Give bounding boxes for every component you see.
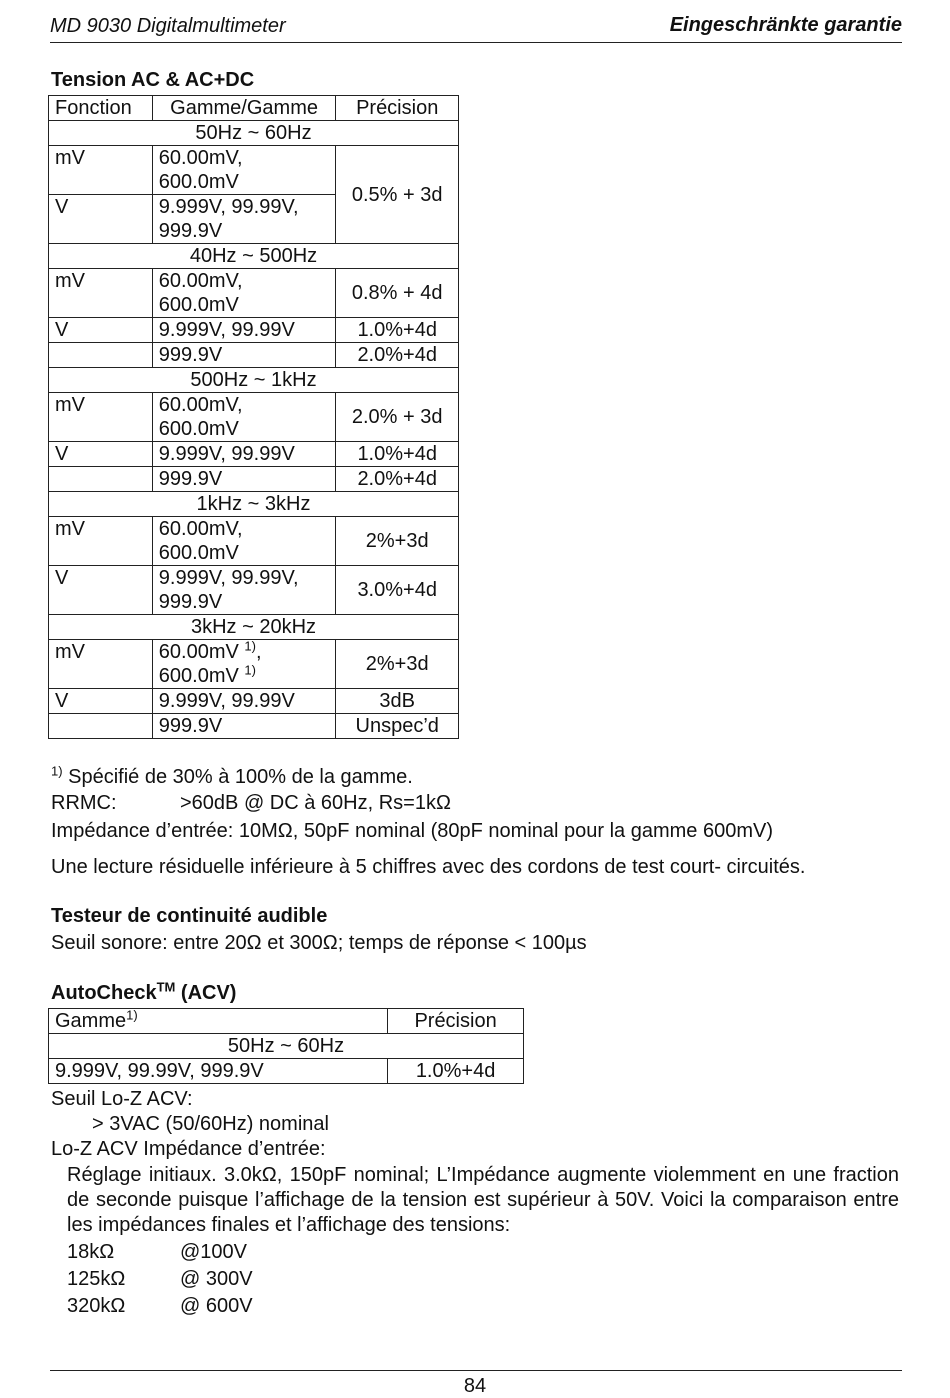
range-cell: 60.00mV, 600.0mV bbox=[152, 269, 336, 318]
range-cell: 9.999V, 99.99V, 999.9V bbox=[152, 566, 336, 615]
function-cell: V bbox=[49, 566, 153, 615]
loz-impedance-label: Lo-Z ACV Impédance d’entrée: bbox=[51, 1138, 326, 1160]
page-header bbox=[50, 12, 902, 43]
frequency-band: 1kHz ~ 3kHz bbox=[49, 492, 459, 517]
impedance-value: 125kΩ bbox=[67, 1268, 126, 1290]
accuracy-cell: 2%+3d bbox=[336, 517, 459, 566]
table-row bbox=[49, 467, 459, 492]
table-row bbox=[49, 393, 459, 442]
voltage-value: @ 600V bbox=[180, 1295, 253, 1317]
footer-rule bbox=[50, 1370, 902, 1371]
tension-spec-table bbox=[48, 95, 459, 739]
table-row bbox=[49, 689, 459, 714]
accuracy-cell: Unspec’d bbox=[336, 714, 459, 739]
function-cell: mV bbox=[49, 393, 153, 442]
table-row bbox=[49, 566, 459, 615]
function-cell: mV bbox=[49, 640, 153, 689]
function-cell: V bbox=[49, 195, 153, 244]
header-section-title: Eingeschränkte garantie bbox=[669, 14, 902, 36]
function-cell bbox=[49, 467, 153, 492]
input-impedance: Impédance d’entrée: 10MΩ, 50pF nominal (80pF nominal pour la gamme 600mV) bbox=[51, 820, 773, 842]
accuracy-cell: 1.0%+4d bbox=[388, 1059, 524, 1084]
header-cell: Fonction bbox=[49, 96, 153, 121]
table-row bbox=[49, 318, 459, 343]
frequency-band: 50Hz ~ 60Hz bbox=[49, 121, 459, 146]
tension-title: Tension AC & AC+DC bbox=[51, 69, 255, 91]
header-cell: Précision bbox=[388, 1009, 524, 1034]
table-row bbox=[49, 146, 459, 195]
accuracy-cell: 2.0% + 3d bbox=[336, 393, 459, 442]
footnote: $^{1)}$ Spécifié de 30% à 100% de la gamme. bbox=[51, 763, 413, 788]
function-cell bbox=[49, 714, 153, 739]
accuracy-cell: 2.0%+4d bbox=[336, 343, 459, 368]
header-manual-title: MD 9030 Digitalmultimeter bbox=[50, 15, 286, 37]
function-cell: mV bbox=[49, 517, 153, 566]
header-cell: Gamme$^{1)}$ bbox=[49, 1009, 388, 1034]
rrmc-label: RRMC: bbox=[51, 792, 117, 814]
header-cell: Gamme/Gamme bbox=[152, 96, 336, 121]
range-cell: 999.9V bbox=[152, 714, 336, 739]
table-row bbox=[49, 442, 459, 467]
loz-impedance-paragraph: Réglage initiaux. 3.0kΩ, 150pF nominal; L’Impédance augmente violemment en une fraction de seconde puisque l’affichage de la tension est supérieur à 50V. Voici la comparaison entre les impédances finales et l’affichage des tensions: bbox=[67, 1164, 899, 1236]
table-row bbox=[49, 1059, 524, 1084]
range-cell: 60.00mV, 600.0mV bbox=[152, 146, 336, 195]
function-cell: mV bbox=[49, 146, 153, 195]
page-number: 84 bbox=[463, 1375, 487, 1397]
range-cell: 999.9V bbox=[152, 467, 336, 492]
continuity-text: Seuil sonore: entre 20Ω et 300Ω; temps de réponse < 100µs bbox=[51, 932, 587, 954]
range-cell: 60.00mV $^{1)}$, 600.0mV $^{1)}$ bbox=[152, 640, 336, 689]
range-cell: 9.999V, 99.99V, 999.9V bbox=[49, 1059, 388, 1084]
voltage-value: @100V bbox=[180, 1241, 248, 1263]
table-row bbox=[49, 517, 459, 566]
accuracy-cell: 2%+3d bbox=[336, 640, 459, 689]
table-row bbox=[49, 96, 459, 121]
range-cell: 9.999V, 99.99V bbox=[152, 318, 336, 343]
autocheck-title: AutoCheck™ (ACV) bbox=[51, 979, 237, 1004]
rrmc-value: >60dB @ DC à 60Hz, Rs=1kΩ bbox=[180, 792, 451, 814]
range-cell: 60.00mV, 600.0mV bbox=[152, 517, 336, 566]
range-cell: 9.999V, 99.99V, 999.9V bbox=[152, 195, 336, 244]
table-row bbox=[49, 343, 459, 368]
accuracy-cell: 0.8% + 4d bbox=[336, 269, 459, 318]
table-row bbox=[49, 1009, 524, 1034]
table-row bbox=[49, 269, 459, 318]
frequency-band: 50Hz ~ 60Hz bbox=[49, 1034, 524, 1059]
accuracy-cell: 3dB bbox=[336, 689, 459, 714]
loz-threshold-value: > 3VAC (50/60Hz) nominal bbox=[92, 1113, 329, 1135]
loz-threshold-label: Seuil Lo-Z ACV: bbox=[51, 1088, 193, 1110]
frequency-band: 40Hz ~ 500Hz bbox=[49, 244, 459, 269]
accuracy-cell: 2.0%+4d bbox=[336, 467, 459, 492]
accuracy-cell: 1.0%+4d bbox=[336, 318, 459, 343]
accuracy-cell: 3.0%+4d bbox=[336, 566, 459, 615]
table-row bbox=[49, 714, 459, 739]
table-row bbox=[49, 640, 459, 689]
function-cell: mV bbox=[49, 269, 153, 318]
range-cell: 9.999V, 99.99V bbox=[152, 689, 336, 714]
accuracy-cell: 0.5% + 3d bbox=[336, 146, 459, 244]
range-cell: 60.00mV, 600.0mV bbox=[152, 393, 336, 442]
header-cell: Précision bbox=[336, 96, 459, 121]
function-cell: V bbox=[49, 318, 153, 343]
accuracy-cell: 1.0%+4d bbox=[336, 442, 459, 467]
impedance-value: 18kΩ bbox=[67, 1241, 115, 1263]
voltage-value: @ 300V bbox=[180, 1268, 253, 1290]
range-cell: 9.999V, 99.99V bbox=[152, 442, 336, 467]
function-cell: V bbox=[49, 442, 153, 467]
impedance-value: 320kΩ bbox=[67, 1295, 126, 1317]
frequency-band: 500Hz ~ 1kHz bbox=[49, 368, 459, 393]
residual-reading: Une lecture résiduelle inférieure à 5 chiffres avec des cordons de test court- circuités. bbox=[51, 856, 806, 878]
function-cell: V bbox=[49, 689, 153, 714]
function-cell bbox=[49, 343, 153, 368]
continuity-title: Testeur de continuité audible bbox=[51, 905, 328, 927]
frequency-band: 3kHz ~ 20kHz bbox=[49, 615, 459, 640]
autocheck-spec-table bbox=[48, 1008, 524, 1084]
range-cell: 999.9V bbox=[152, 343, 336, 368]
